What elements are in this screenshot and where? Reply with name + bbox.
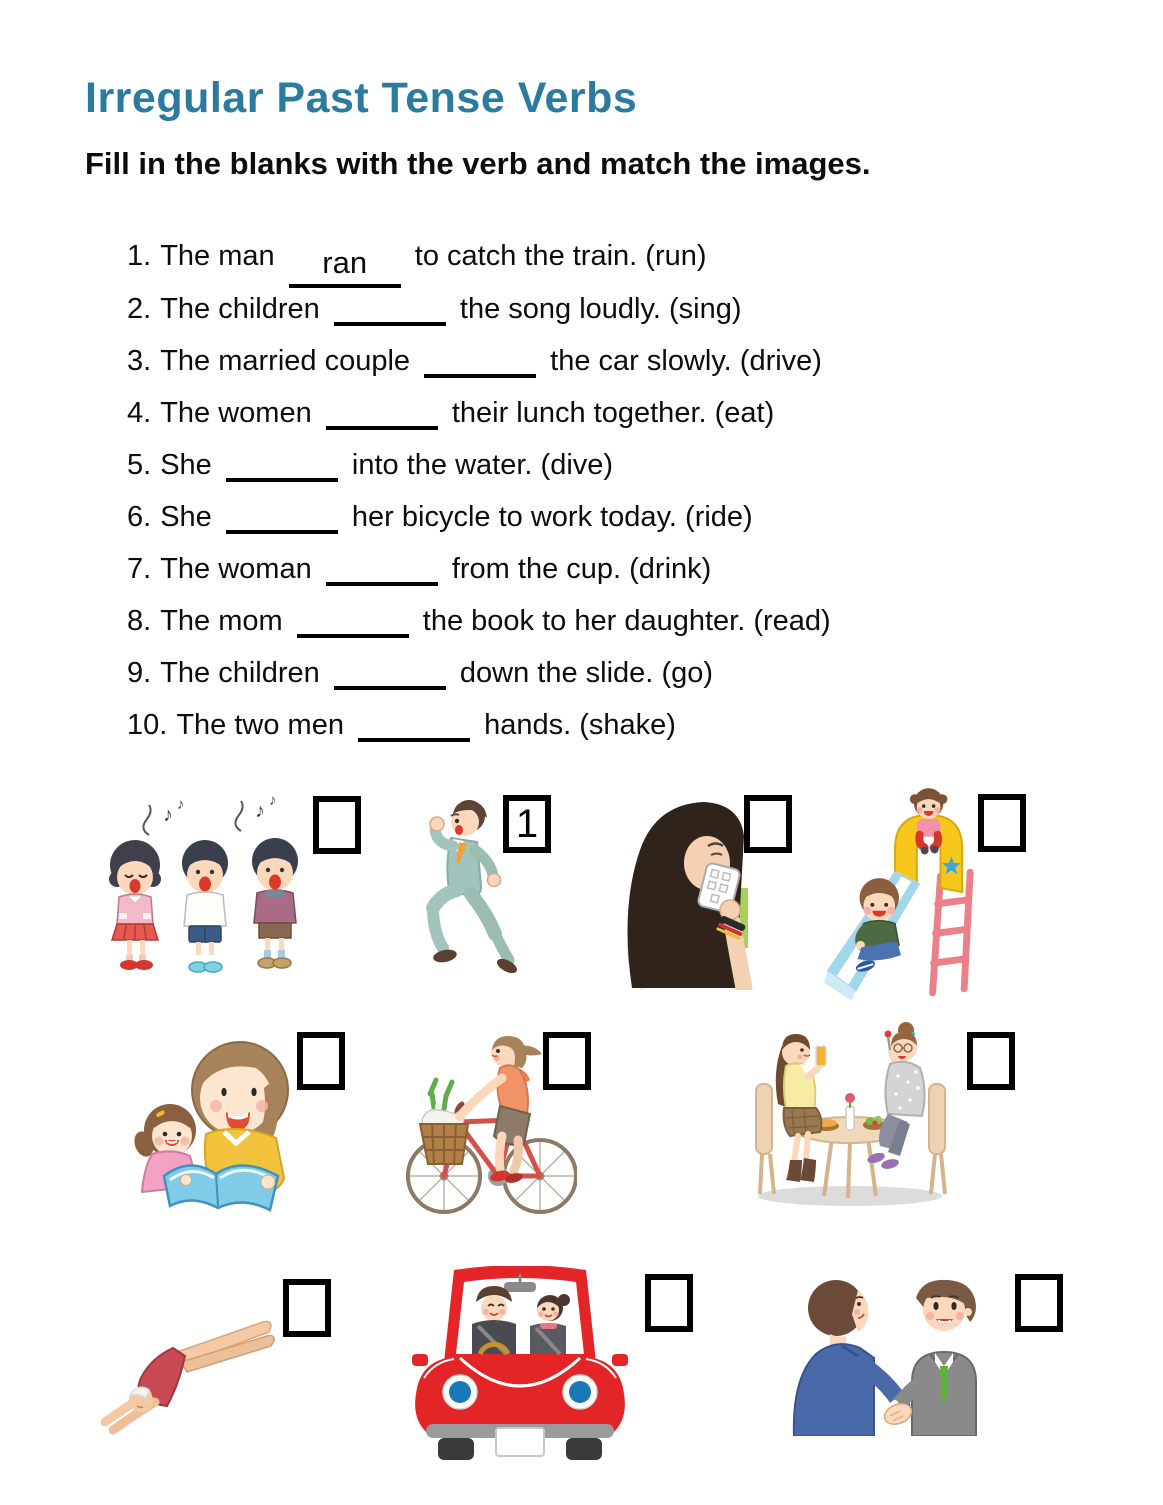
verb-hint: (ride) [685, 501, 753, 533]
illustration-mom-reading [128, 1028, 298, 1218]
verb-hint: (dive) [540, 449, 614, 481]
answer-blank-7[interactable] [326, 542, 438, 586]
illustration-children-slide [822, 776, 978, 1004]
verb-hint: (drink) [629, 553, 712, 585]
question-number: 8. [127, 605, 152, 637]
question-1 [127, 230, 831, 282]
answer-text: ran [322, 245, 368, 280]
question-text-after: from the cup. [451, 553, 622, 585]
answer-blank-10[interactable] [358, 698, 470, 742]
answer-box-man-running[interactable] [503, 795, 551, 853]
question-text-before: She [160, 449, 212, 481]
answer-blank-5[interactable] [226, 438, 338, 482]
question-text-before: The two men [176, 709, 344, 741]
answer-blank-4[interactable] [326, 386, 438, 430]
verb-hint: (sing) [668, 293, 742, 325]
question-text-after: the car slowly. [550, 345, 732, 377]
question-8 [127, 594, 831, 646]
question-number: 7. [127, 553, 152, 585]
question-text-before: The married couple [160, 345, 411, 377]
question-text-before: The children [160, 657, 320, 689]
question-text-after: hands. [484, 709, 572, 741]
question-text-after: down the slide. [459, 657, 654, 689]
question-7 [127, 542, 831, 594]
question-text-after: her bicycle to work today. [351, 501, 677, 533]
verb-hint: (drive) [739, 345, 822, 377]
answer-box-children-singing[interactable] [313, 796, 361, 854]
answer-box-woman-bicycle[interactable] [543, 1032, 591, 1090]
answer-box-children-slide[interactable] [978, 794, 1026, 852]
question-6 [127, 490, 831, 542]
question-text-after: the book to her daughter. [422, 605, 746, 637]
question-3 [127, 334, 831, 386]
music-note-icon: ♪ [163, 804, 173, 826]
verb-hint: (run) [645, 240, 707, 272]
illustration-children-singing [95, 795, 315, 985]
music-note-icon: ♪ [269, 795, 277, 809]
question-text-after: their lunch together. [451, 397, 707, 429]
question-text-before: The woman [160, 553, 312, 585]
question-2 [127, 282, 831, 334]
question-text-before: The man [160, 240, 275, 272]
answer-box-men-handshake[interactable] [1015, 1274, 1063, 1332]
question-9 [127, 646, 831, 698]
illustration-women-eating [748, 1010, 953, 1210]
question-number: 6. [127, 501, 152, 533]
answer-box-woman-drinking[interactable] [744, 795, 792, 853]
question-number: 9. [127, 657, 152, 689]
question-number: 4. [127, 397, 152, 429]
question-text-before: The women [160, 397, 312, 429]
question-text-before: The children [160, 293, 320, 325]
illustration-man-running [393, 792, 518, 988]
answer-blank-8[interactable] [297, 594, 409, 638]
question-number: 10. [127, 709, 168, 741]
answer-blank-9[interactable] [334, 646, 446, 690]
answer-box-woman-diving[interactable] [283, 1279, 331, 1337]
instructions-text: Fill in the blanks with the verb and match the images. [85, 146, 871, 181]
verb-hint: (read) [753, 605, 831, 637]
question-text-before: She [160, 501, 212, 533]
illustration-men-handshake [778, 1266, 1003, 1436]
question-5 [127, 438, 831, 490]
question-number: 3. [127, 345, 152, 377]
illustration-couple-car [398, 1266, 643, 1462]
question-number: 5. [127, 449, 152, 481]
answer-blank-6[interactable] [226, 490, 338, 534]
answer-box-value: 1 [515, 801, 539, 846]
music-note-icon: ♪ [255, 800, 265, 822]
music-note-icon: ♪ [177, 796, 185, 813]
question-number: 1. [127, 240, 152, 272]
question-text-after: to catch the train. [414, 240, 638, 272]
verb-hint: (shake) [579, 709, 676, 741]
question-text-after: the song loudly. [459, 293, 661, 325]
answer-blank-2[interactable] [334, 282, 446, 326]
answer-box-couple-car[interactable] [645, 1274, 693, 1332]
page-title: Irregular Past Tense Verbs [85, 74, 638, 122]
question-text-after: into the water. [351, 449, 533, 481]
verb-hint: (go) [661, 657, 714, 689]
verb-hint: (eat) [714, 397, 775, 429]
question-number: 2. [127, 293, 152, 325]
question-text-before: The mom [160, 605, 283, 637]
answer-box-mom-reading[interactable] [297, 1032, 345, 1090]
illustration-woman-diving [85, 1308, 275, 1438]
question-10 [127, 698, 831, 750]
question-list [127, 230, 831, 750]
question-4 [127, 386, 831, 438]
answer-box-women-eating[interactable] [967, 1032, 1015, 1090]
answer-blank-3[interactable] [424, 334, 536, 378]
illustration-woman-drinking [612, 788, 762, 990]
